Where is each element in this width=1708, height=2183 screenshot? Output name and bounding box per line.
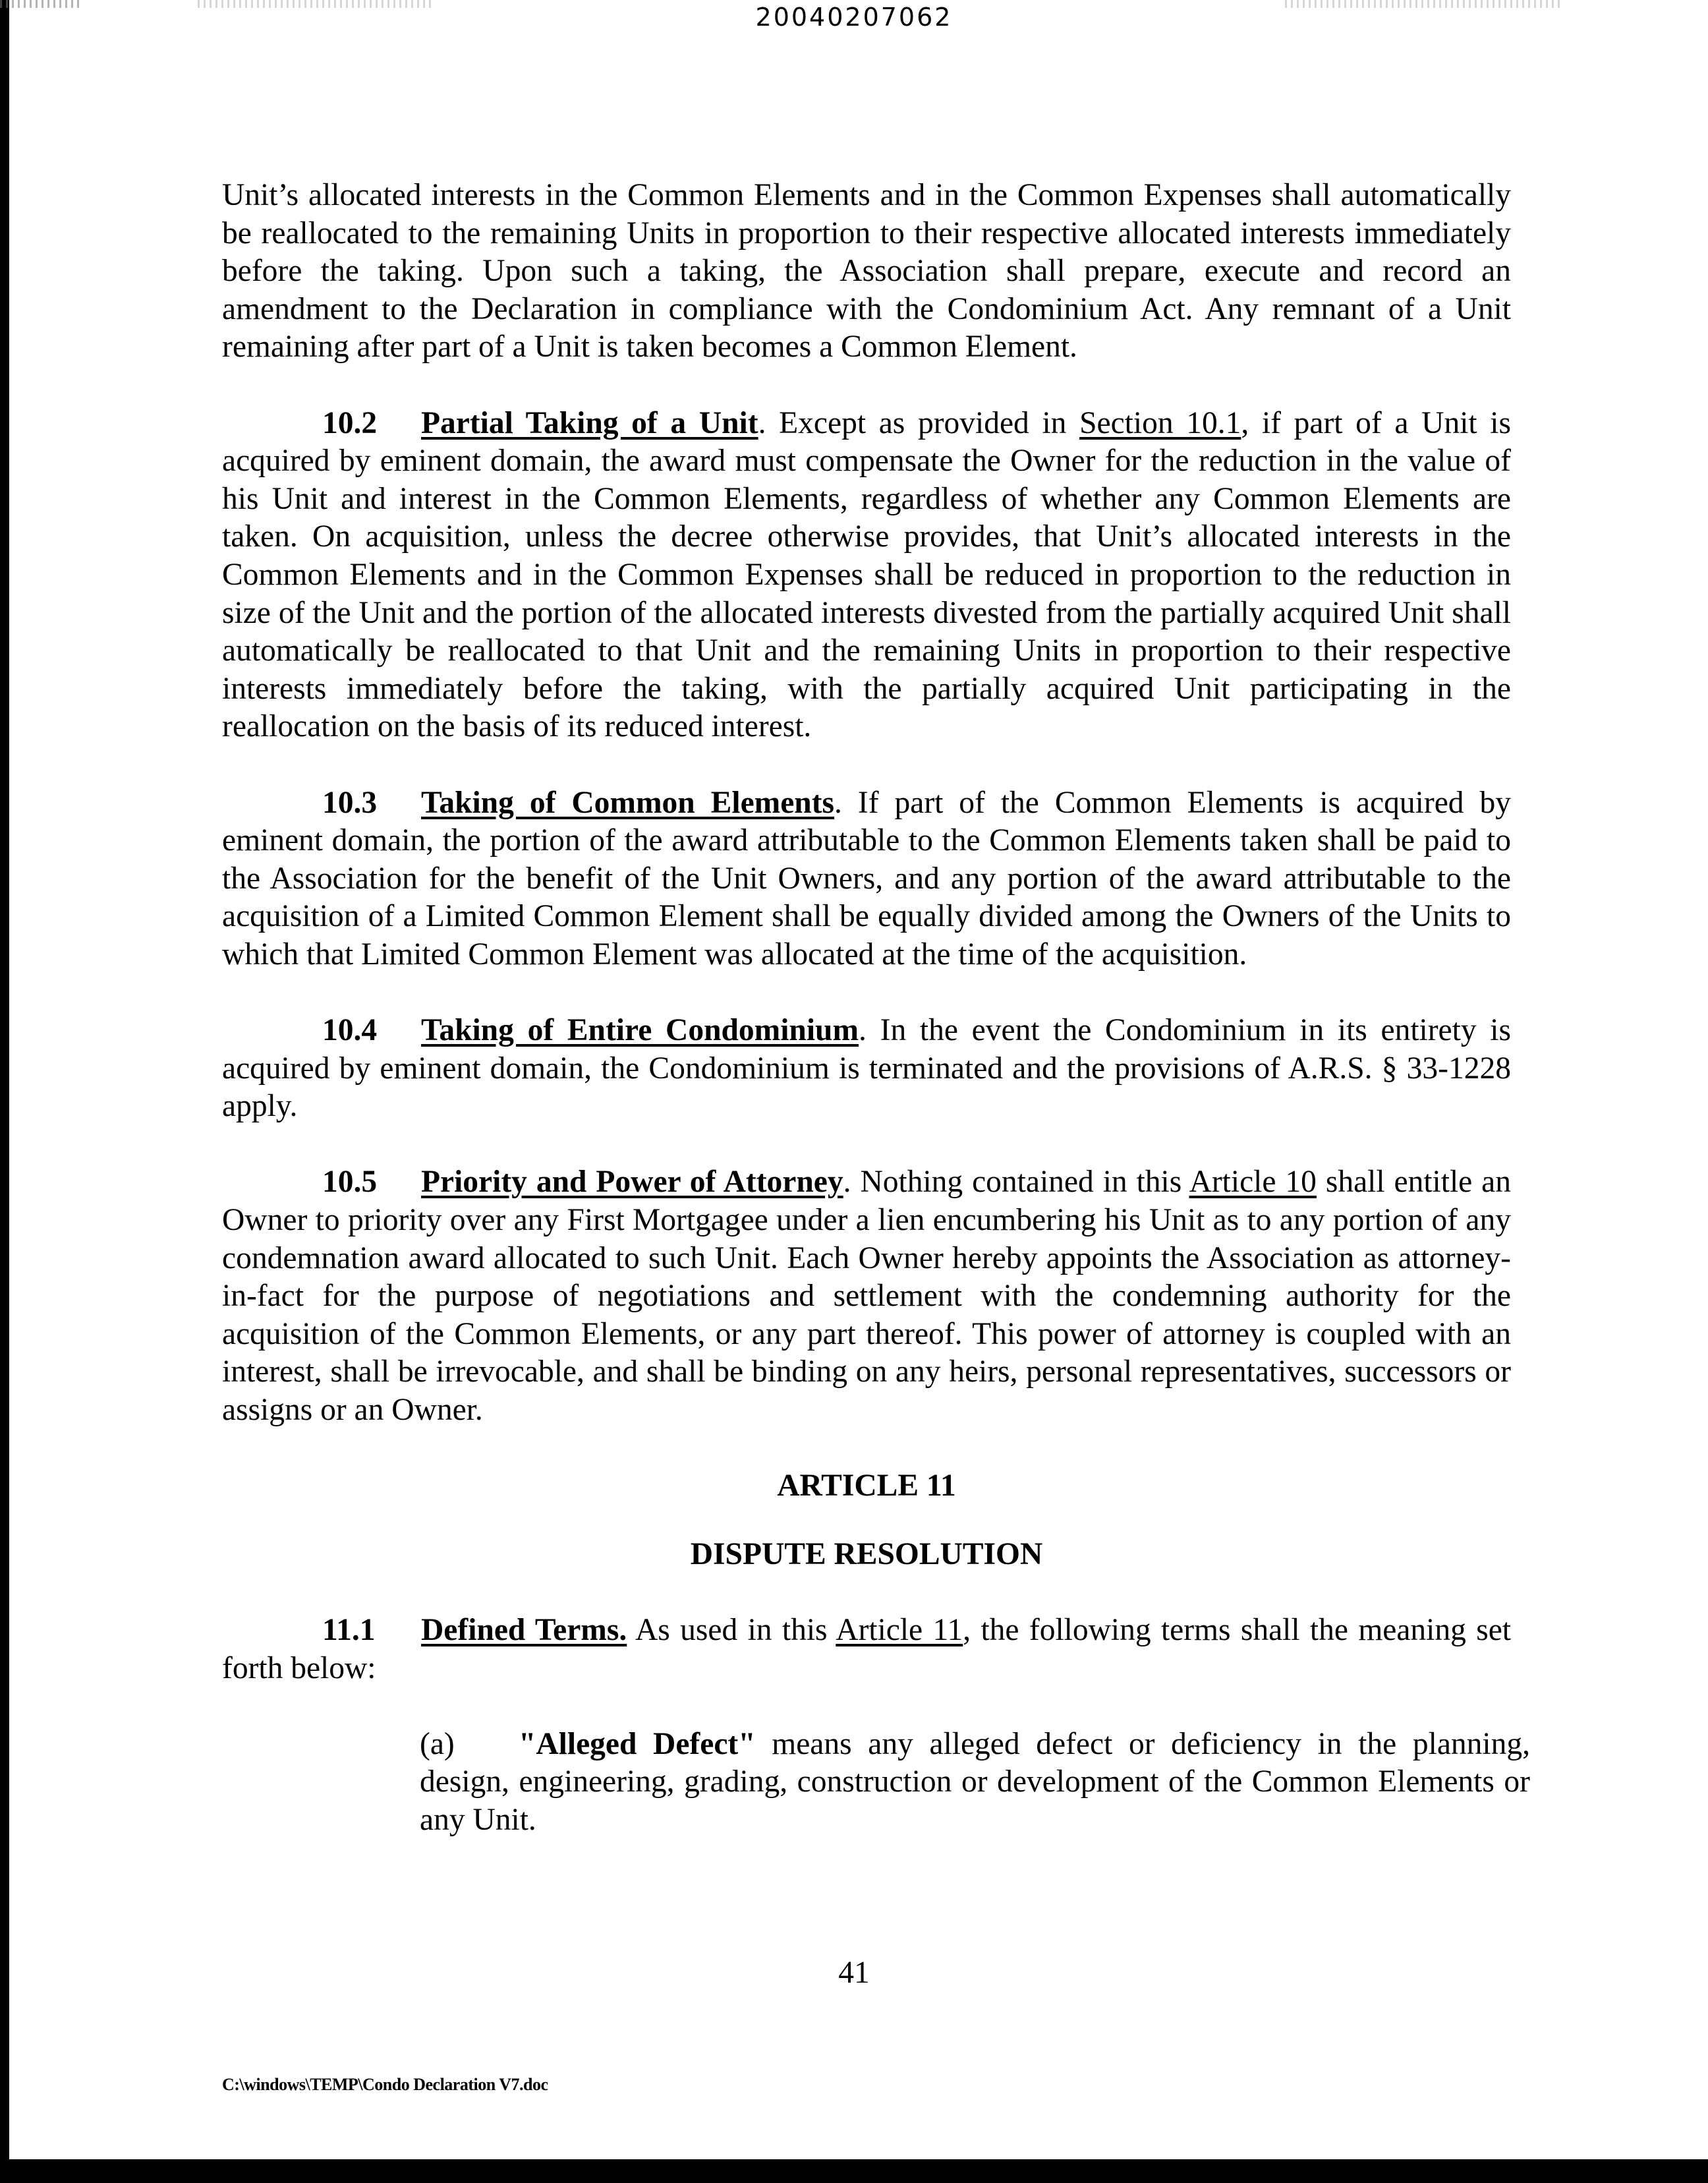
article-heading: ARTICLE 11 bbox=[777, 1469, 956, 1503]
cross-reference: Article 10 bbox=[1189, 1165, 1317, 1200]
section-text: As used in this bbox=[627, 1612, 836, 1647]
section-10-2 bbox=[222, 405, 1511, 746]
section-number: 11.1 bbox=[322, 1612, 376, 1647]
section-text: . Nothing contained in this bbox=[843, 1165, 1189, 1200]
section-title: Taking of Entire Condominium bbox=[421, 1013, 859, 1048]
section-number: 10.5 bbox=[322, 1165, 378, 1200]
section-10-4 bbox=[222, 1012, 1511, 1126]
page-body bbox=[222, 177, 1530, 1840]
item-label: (a) bbox=[420, 1726, 455, 1761]
continuation-paragraph: Unit’s allocated interests in the Common Elements and in the Common Expenses shall automatically be reallocated to the remaining Units in proportion to their respective allocated interests immediately before the taking. Upon such a taking, the Association shall prepare, execute and record an amendment to the Declaration in compliance with the Condominium Act. Any remnant of a Unit remaining after part of a Unit is taken becomes a Common Element. bbox=[222, 178, 1511, 364]
cross-reference: Section 10.1 bbox=[1079, 405, 1241, 440]
definition-item-a bbox=[420, 1726, 1530, 1840]
section-text: shall entitle an Owner to priority over any First Mortgagee under a lien encumbering his Unit as to any portion of any condemnation award allocated to such Unit. Each Owner hereby appoints the Association as attorney-in-fact for the purpose of negotiations and settlement with the condemning authority for the acquisition of the Common Elements, or any part thereof. This power of attorney is coupled with an interest, shall be irrevocable, and shall be binding on any heirs, personal representatives, successors or assigns or an Owner. bbox=[222, 1165, 1512, 1427]
section-number: 10.4 bbox=[322, 1013, 378, 1048]
section-title: Defined Terms. bbox=[421, 1612, 627, 1647]
section-text: , if part of a Unit is acquired by eminent domain, the award must compensate the Owner for the reduction in the value of his Unit and interest in the Common Elements, regardless of whether any Common Elements are taken. On acquisition, unless the decree otherwise provides, that Unit’s allocated interests in the Common Elements and in the Common Expenses shall be reduced in proportion to the reduction in size of the Unit and the portion of the allocated interests divested from the partially acquired Unit shall automatically be reallocated to that Unit and the remaining Units in proportion to their respective interests immediately before the taking, with the partially acquired Unit participating in the reallocation on the basis of its reduced interest. bbox=[222, 405, 1511, 744]
section-title: Taking of Common Elements bbox=[421, 785, 835, 820]
section-text: . If part of the Common Elements is acquired by eminent domain, the portion of the award attributable to the Common Elements taken shall be paid to the Association for the benefit of the Unit Owners, and any portion of the award attributable to the acquisition of a Limited Common Element shall be equally divided among the Owners of the Units to which that Limited Common Element was allocated at the time of the acquisition. bbox=[222, 785, 1511, 972]
section-10-3 bbox=[222, 784, 1511, 974]
section-number: 10.2 bbox=[322, 405, 378, 440]
file-path: C:\windows\TEMP\Condo Declaration V7.doc bbox=[222, 2075, 548, 2094]
section-number: 10.3 bbox=[322, 785, 378, 820]
scan-border-bottom bbox=[0, 2159, 1708, 2183]
section-title: Partial Taking of a Unit bbox=[421, 405, 758, 440]
section-text: . Except as provided in bbox=[758, 405, 1080, 440]
scan-border-left bbox=[0, 0, 9, 2183]
section-title: Priority and Power of Attorney bbox=[421, 1165, 843, 1200]
section-text: , the following terms shall the meaning set forth below: bbox=[222, 1612, 1512, 1685]
cross-reference: Article 11 bbox=[836, 1612, 963, 1647]
document-number: 20040207062 bbox=[755, 3, 953, 32]
section-11-1 bbox=[222, 1612, 1511, 1687]
section-text: . In the event the Condominium in its entirety is acquired by eminent domain, the Condominium is terminated and the provisions of A.R.S. § 33-1228 apply. bbox=[222, 1013, 1511, 1124]
page-number: 41 bbox=[838, 1956, 870, 1990]
defined-term: "Alleged Defect" bbox=[519, 1726, 756, 1761]
definition-text: means any alleged defect or deficiency in the planning, design, engineering, grading, construction or development of the Common Elements or any Unit. bbox=[420, 1726, 1530, 1837]
article-title: DISPUTE RESOLUTION bbox=[690, 1536, 1043, 1571]
section-10-5 bbox=[222, 1163, 1511, 1429]
